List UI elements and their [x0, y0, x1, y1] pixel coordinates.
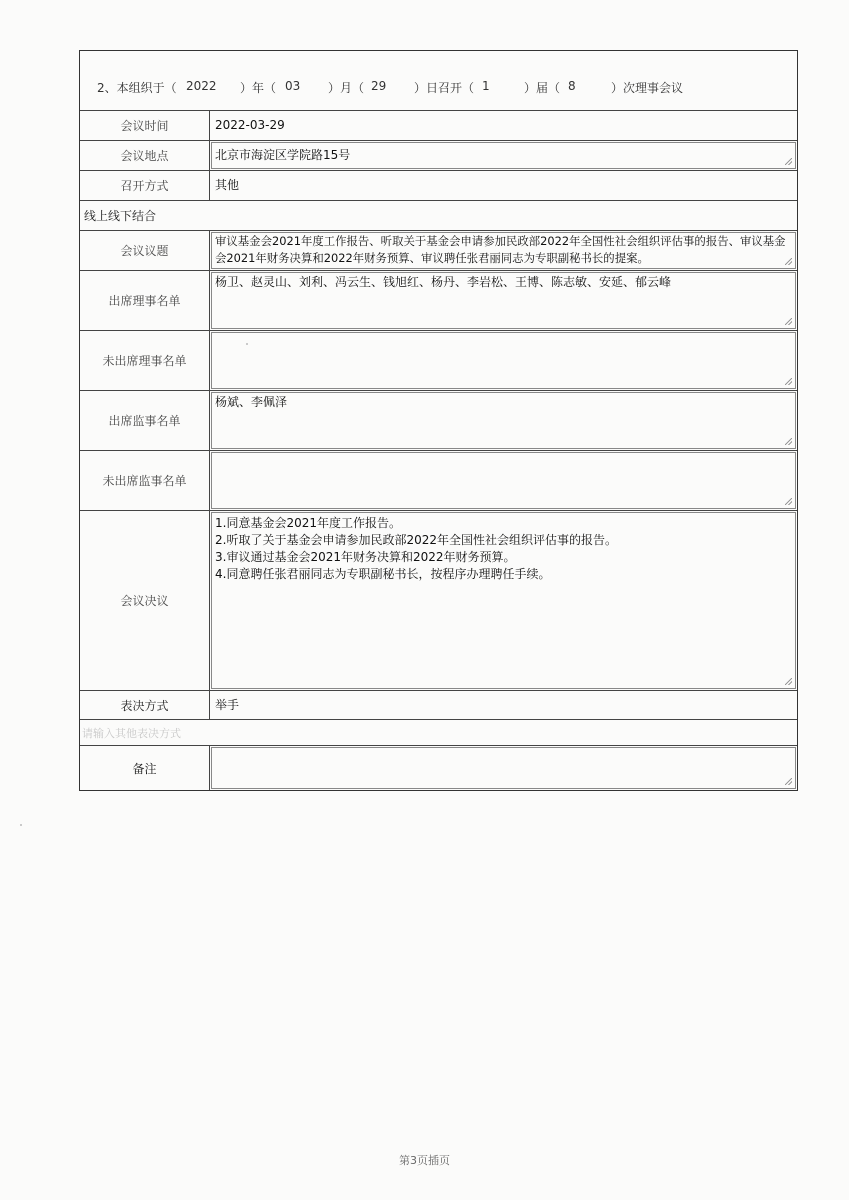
agenda-value[interactable]: 审议基金会2021年度工作报告、听取关于基金会申请参加民政部2022年全国性社会组织评估事的报告、审议基金会2021年财务决算和2022年财务预算、审议聘任张君丽同志为专职副秘书长的提案。	[215, 234, 786, 265]
absent-supervisors-value[interactable]	[211, 451, 797, 510]
resolution-item: 2.听取了关于基金会申请参加民政部2022年全国性社会组织评估事的报告。	[215, 533, 617, 547]
resolution-item: 3.审议通过基金会2021年财务决算和2022年财务预算。	[215, 550, 516, 564]
present-supervisors-label: 出席监事名单	[80, 391, 210, 450]
remarks-row	[80, 746, 797, 790]
absent-supervisors-label: 未出席监事名单	[80, 451, 210, 510]
header-month-label: ）月（	[328, 81, 365, 95]
header-prefix: 2、本组织于（	[97, 81, 177, 95]
header-suffix: ）次理事会议	[611, 81, 684, 95]
meeting-time-label: 会议时间	[80, 111, 210, 140]
present-directors-value[interactable]: 杨卫、赵灵山、刘利、冯云生、钱旭红、杨丹、李岩松、王博、陈志敏、安延、郁云峰	[215, 275, 672, 289]
resolutions-value[interactable]	[211, 511, 797, 690]
header-year-label: ）年（	[240, 81, 277, 95]
header-term: 1	[482, 79, 490, 93]
resolution-item: 4.同意聘任张君丽同志为专职副秘书长，按程序办理聘任手续。	[215, 567, 551, 581]
present-supervisors-value[interactable]: 杨斌、李佩泽	[215, 395, 288, 409]
absent-directors-value[interactable]	[211, 331, 797, 390]
meeting-time-value[interactable]: 2022-03-29	[215, 118, 285, 132]
meeting-record-form	[79, 50, 798, 791]
header-day: 29	[371, 79, 387, 93]
header-day-label: ）日召开（	[414, 81, 475, 95]
meeting-method-row	[80, 171, 797, 201]
resolution-item: 1.同意基金会2021年度工作报告。	[215, 516, 401, 530]
page-footer: 第3页插页	[399, 1154, 450, 1167]
meeting-method-value[interactable]: 其他	[215, 178, 240, 192]
other-voting-input[interactable]: 请输入其他表决方式	[82, 726, 181, 740]
present-directors-label: 出席理事名单	[80, 271, 210, 330]
absent-directors-row	[80, 331, 797, 391]
meeting-place-label: 会议地点	[80, 141, 210, 170]
header-term-label: ）届（	[524, 81, 561, 95]
meeting-time-row	[80, 111, 797, 141]
meeting-header-row	[80, 51, 797, 111]
remarks-label: 备注	[80, 746, 210, 790]
resolutions-label: 会议决议	[80, 511, 210, 690]
header-session: 8	[568, 79, 576, 93]
method-detail-row	[80, 201, 797, 231]
resolutions-row	[80, 511, 797, 691]
scan-speck	[20, 824, 22, 826]
scan-speck	[246, 343, 248, 345]
voting-method-label: 表决方式	[80, 691, 210, 719]
present-supervisors-row	[80, 391, 797, 451]
meeting-place-row	[80, 141, 797, 171]
header-month: 03	[285, 79, 301, 93]
absent-supervisors-row	[80, 451, 797, 511]
method-detail-value[interactable]: 线上线下结合	[84, 209, 157, 223]
meeting-method-label: 召开方式	[80, 171, 210, 200]
voting-method-value[interactable]: 举手	[215, 697, 240, 712]
header-year: 2022	[186, 79, 217, 93]
remarks-value[interactable]	[211, 746, 797, 790]
absent-directors-label: 未出席理事名单	[80, 331, 210, 390]
agenda-label: 会议议题	[80, 231, 210, 270]
meeting-place-value[interactable]: 北京市海淀区学院路15号	[215, 148, 351, 162]
other-voting-row	[80, 720, 797, 746]
voting-method-row	[80, 691, 797, 720]
present-directors-row	[80, 271, 797, 331]
agenda-row	[80, 231, 797, 271]
